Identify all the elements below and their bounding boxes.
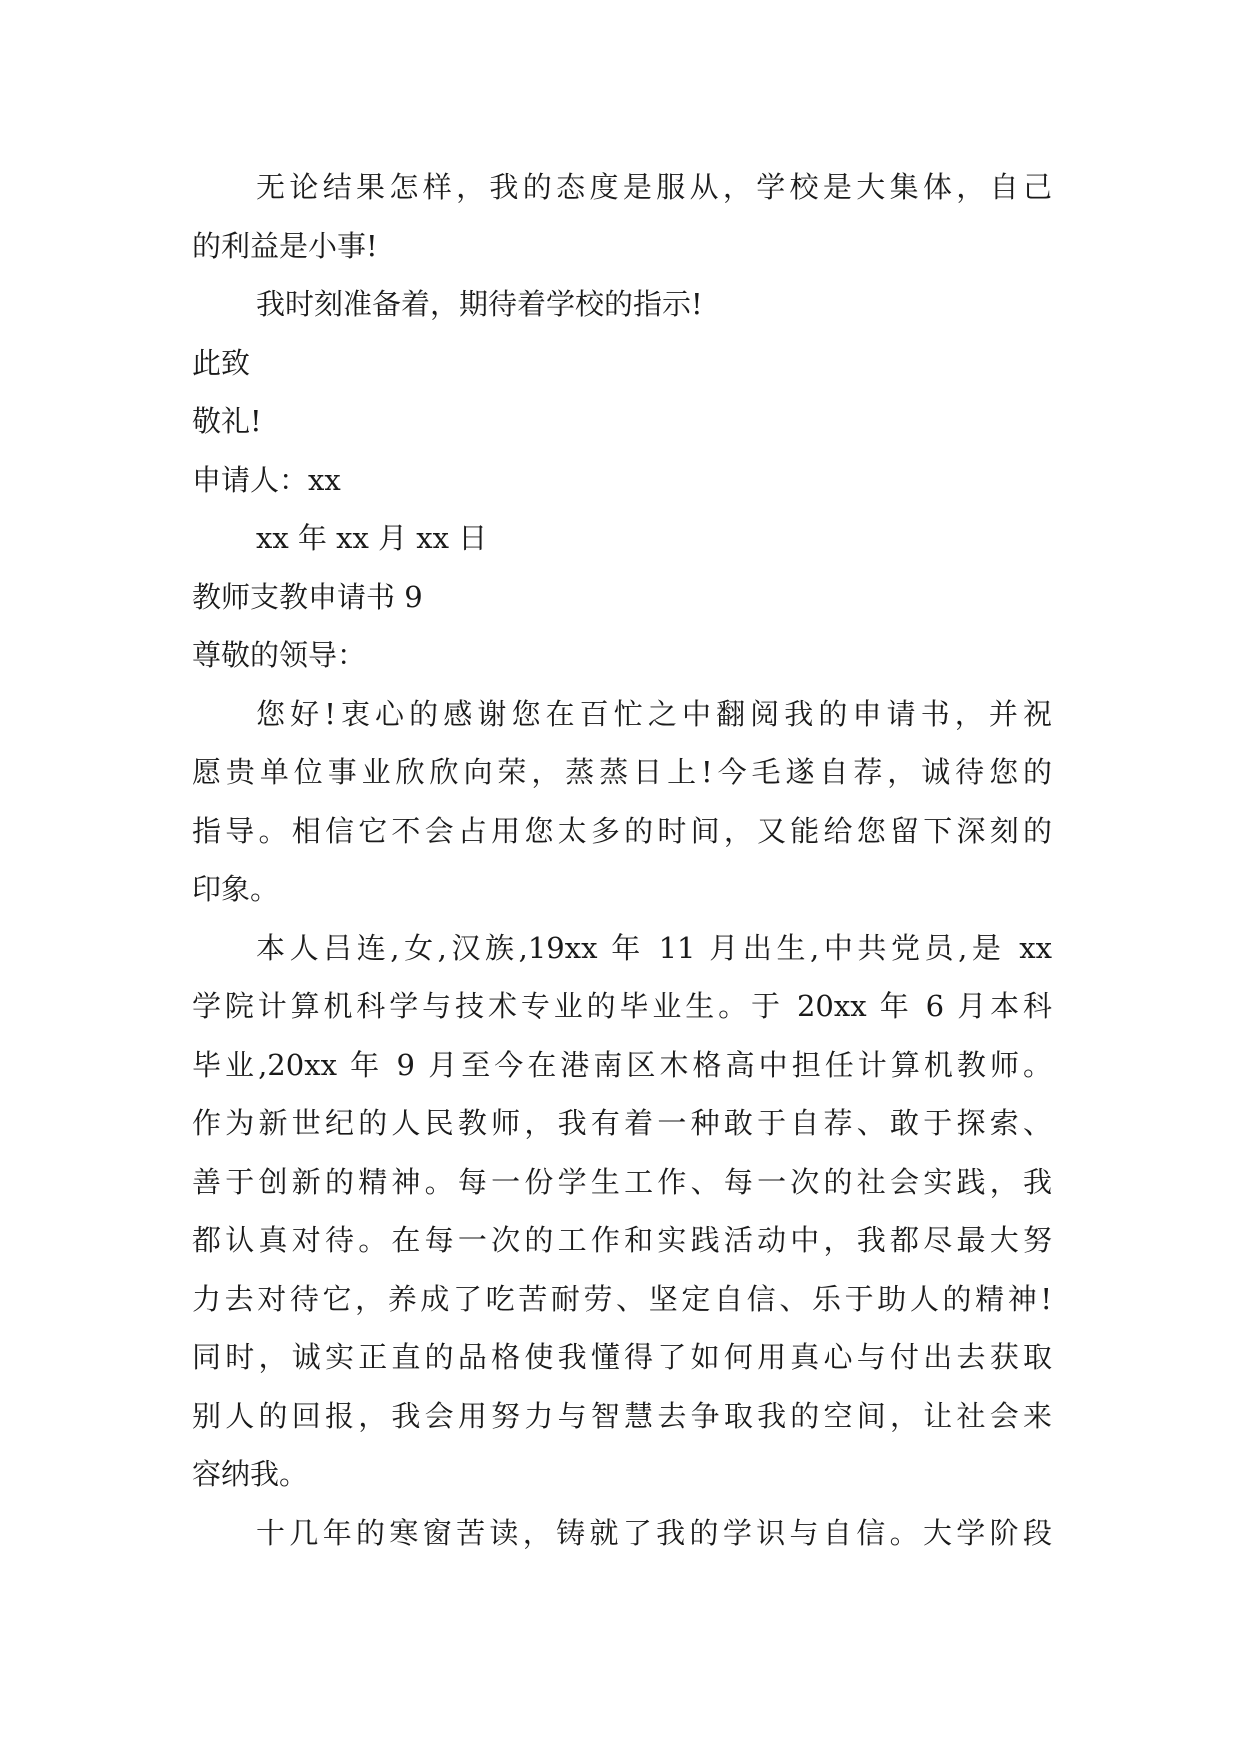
text-line: 敬礼! xyxy=(192,404,262,438)
text-line: 尊敬的领导： xyxy=(192,638,367,672)
text-line: 力去对待它，养成了吃苦耐劳、坚定自信、乐于助人的精神! xyxy=(192,1281,1052,1316)
text-line: 您好!衷心的感谢您在百忙之中翻阅我的申请书，并祝 xyxy=(256,696,1052,731)
text-line: 同时，诚实正直的品格使我懂得了如何用真心与付出去获取 xyxy=(192,1340,1052,1374)
text-line: 印象。 xyxy=(192,872,280,906)
text-line: 指导。相信它不会占用您太多的时间，又能给您留下深刻的 xyxy=(192,813,1052,848)
text-line: 愿贵单位事业欣欣向荣，蒸蒸日上!今毛遂自荐，诚待您的 xyxy=(192,755,1052,789)
text-line: 作为新世纪的人民教师，我有着一种敢于自荐、敢于探索、 xyxy=(192,1106,1052,1140)
document-body xyxy=(192,158,1052,1562)
text-line: 我时刻准备着，期待着学校的指示! xyxy=(256,287,703,321)
text-line: 本人吕连,女,汉族,19xx 年 11 月出生,中共党员,是 xx xyxy=(256,930,1052,965)
text-line: 的利益是小事! xyxy=(192,228,378,263)
text-line: 十几年的寒窗苦读，铸就了我的学识与自信。大学阶段 xyxy=(256,1515,1052,1550)
text-line: 容纳我。 xyxy=(192,1457,309,1491)
text-line: xx 年 xx 月 xx 日 xyxy=(256,521,488,555)
text-line: 都认真对待。在每一次的工作和实践活动中，我都尽最大努 xyxy=(192,1223,1052,1257)
text-line: 别人的回报，我会用努力与智慧去争取我的空间，让社会来 xyxy=(192,1398,1052,1433)
text-line: 此致 xyxy=(192,345,251,380)
text-line: 毕业,20xx 年 9 月至今在港南区木格高中担任计算机教师。 xyxy=(192,1047,1052,1082)
text-line: 教师支教申请书 9 xyxy=(192,579,423,614)
text-line: 申请人：xx xyxy=(192,462,341,497)
text-line: 无论结果怎样，我的态度是服从，学校是大集体，自己 xyxy=(256,170,1052,204)
text-line: 学院计算机科学与技术专业的毕业生。于 20xx 年 6 月本科 xyxy=(192,989,1052,1023)
text-line: 善于创新的精神。每一份学生工作、每一次的社会实践，我 xyxy=(192,1164,1052,1199)
